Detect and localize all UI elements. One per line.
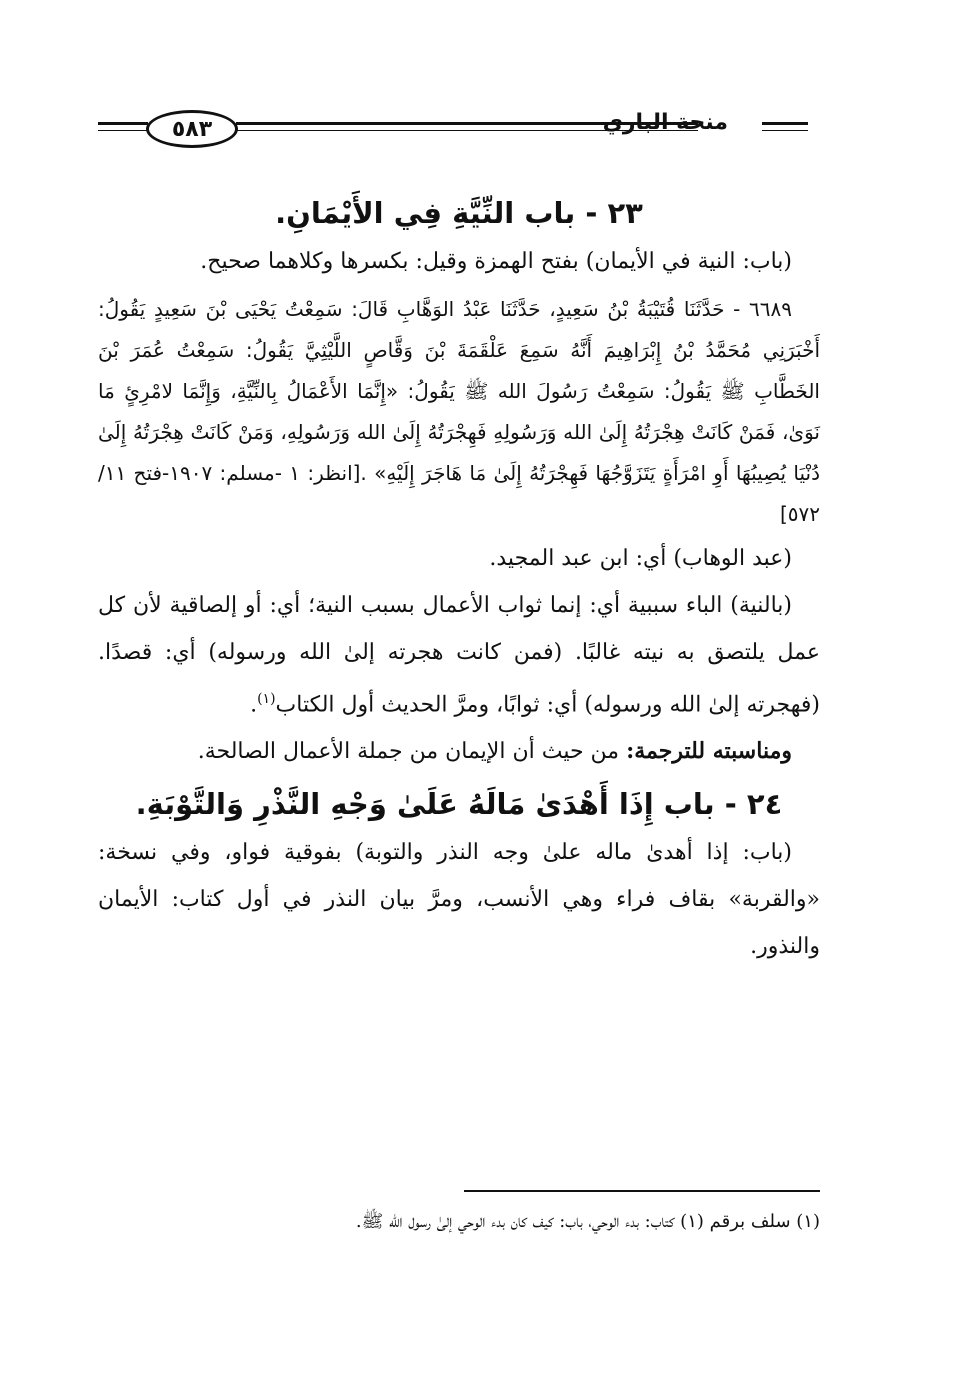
footnote-reference: (١)	[257, 691, 276, 707]
commentary-bil-niyya-end: .	[250, 692, 258, 718]
commentary-bil-niyya	[98, 582, 820, 728]
header-rule-right-thick	[762, 122, 808, 125]
footnotes	[98, 1204, 820, 1240]
section-24-heading: ٢٤ - باب إِذَا أَهْدَىٰ مَالَهُ عَلَىٰ وَجْهِ النَّذْرِ وَالتَّوْبَةِ.	[135, 787, 783, 822]
section-24-intro: (باب: إذا أهدىٰ ماله علىٰ وجه النذر والتوبة) بفوقية فواو، وفي نسخة: «والقربة» بقاف فراء وهي الأنسب، ومرَّ بيان النذر في أول كتاب: الأيمان والنذور.	[98, 840, 820, 960]
footnote-1: (١) سلف برقم (١) كتاب: بدء الوحي، باب: كيف كان بدء الوحي إلىٰ رسول الله ﷺ.	[355, 1211, 820, 1232]
header-rule-left-thin	[98, 130, 148, 131]
section-23-heading: ٢٣ - باب النِّيَّةِ فِي الأَيْمَانِ.	[275, 196, 643, 230]
footnote-divider	[464, 1190, 820, 1192]
page-content	[98, 188, 820, 970]
hadith-6689: ٦٦٨٩ - حَدَّثَنَا قُتَيْبَةُ بْنُ سَعِيدٍ، حَدَّثَنَا عَبْدُ الوَهَّابِ قَالَ: سَمِعْتُ يَحْيَى بْنَ سَعِيدٍ يَقُولُ: أَخْبَرَنِي مُحَمَّدُ بْنُ إِبْرَاهِيمَ أَنَّهُ سَمِعَ عَلْقَمَةَ بْنَ وَقَّاصٍ اللَّيْثِيَّ يَقُولُ: سَمِعْتُ عُمَرَ بْنَ الخَطَّابِ ﷺ يَقُولُ: سَمِعْتُ رَسُولَ الله ﷺ يَقُولُ: «إِنَّمَا الأَعْمَالُ بِالنِّيَّةِ، وَإِنَّمَا لامْرِئٍ مَا نَوَىٰ، فَمَنْ كَانَتْ هِجْرَتُهُ إِلَىٰ الله وَرَسُولِهِ فَهِجْرَتُهُ إِلَىٰ الله وَرَسُولِهِ، وَمَنْ كَانَتْ هِجْرَتُهُ إِلَىٰ دُنْيَا يُصِيبُهَا أَوِ امْرَأَةٍ يَتَزَوَّجُهَا فَهِجْرَتُهُ إِلَىٰ مَا هَاجَرَ إِلَيْهِ» .[انظر: ١ -مسلم: ١٩٠٧-فتح ١١/ ٥٧٢]	[98, 297, 821, 526]
commentary-abd-al-wahhab: (عبد الوهاب) أي: ابن عبد المجيد.	[489, 546, 792, 571]
commentary-bil-niyya-text: (بالنية) الباء سببية أي: إنما ثواب الأعمال بسبب النية؛ أي: أو إلصاقية لأن كل عمل يلتصق به نيته غالبًا. (فمن كانت هجرته إلىٰ الله ورسوله) أي: قصدًا. (فهجرته إلىٰ الله ورسوله) أي: ثوابًا، ومرَّ الحديث أول الكتاب	[98, 593, 820, 718]
running-title: منحة الباري	[602, 110, 728, 135]
section-23-intro: (باب: النية في الأيمان) بفتح الهمزة وقيل: بكسرها وكلاهما صحيح.	[200, 249, 792, 274]
relevance-paragraph	[98, 728, 820, 775]
relevance-text: من حيث أن الإيمان من جملة الأعمال الصالحة.	[197, 739, 627, 765]
page-header	[98, 108, 820, 158]
header-rule-right-thin	[762, 130, 808, 131]
relevance-label: ومناسبته للترجمة:	[626, 738, 792, 765]
page-number: ٥٨٣	[171, 116, 213, 142]
page-number-oval	[146, 110, 238, 148]
header-rule-left-thick	[98, 122, 148, 125]
